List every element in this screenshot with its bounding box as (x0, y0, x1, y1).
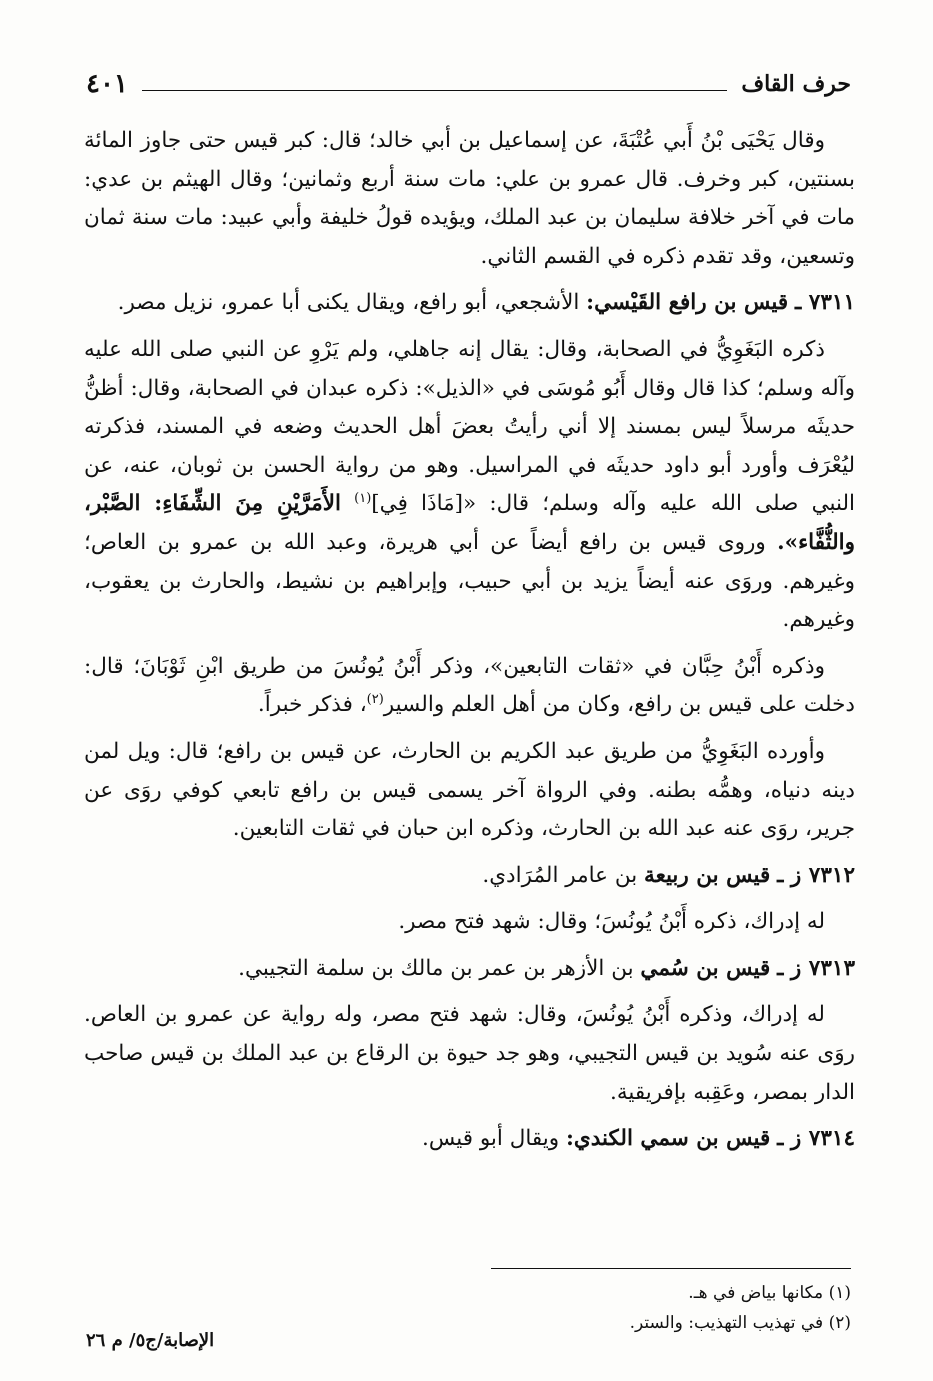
footnote-1: (١) مكانها بياض في هـ. (688, 1283, 851, 1303)
footnote-marker-2: (٢) (366, 692, 384, 708)
entry-number: ٧٣١٣ ز ـ (777, 955, 855, 981)
entry-number: ٧٣١٢ ز ـ (777, 862, 855, 888)
running-title: حرف القاف (741, 71, 851, 97)
entry-7314 (84, 1120, 855, 1159)
footnotes (300, 1278, 851, 1338)
page-number: ٤٠١ (86, 69, 128, 99)
paragraph-text: وروى قيس بن رافع أيضاً عن أبي هريرة، وعبد الله بن عمرو بن العاص؛ وغيرهم. وروَى عنه أيضاً يزيد بن أبي حبيب، وإبراهيم بن نشيط، والحارث بن يعقوب، وغيرهم. (84, 529, 855, 633)
page-header (86, 62, 851, 106)
entry-name: قيس بن سمي الكندي: (566, 1126, 771, 1152)
entry-name: قيس بن ربيعة (644, 862, 771, 888)
paragraph-text: ، فذكر خبراً. (257, 692, 367, 718)
footnote-rule (491, 1268, 851, 1269)
paragraph-7313: له إدراك، وذكره أَبْنُ يُونُسَ، وقال: شهد فتح مصر، وله رواية عن عمرو بن العاص. روَى عنه سُويد بن قيس التجيبي، وهو جد حيوة بن الرقاع بن عبد الملك بن قيس صاحب الدار بمصر، وعَقِبه بإفريقية. (84, 1002, 855, 1105)
entry-name: قيس بن سُمي (640, 955, 771, 981)
entry-text: بن عامر المُرَادي. (482, 862, 638, 888)
entry-text: ويقال أبو قيس. (421, 1126, 560, 1152)
entry-number: ٧٣١١ ـ (795, 290, 855, 316)
paragraph-7311-b (84, 648, 855, 725)
paragraph-7312: له إدراك، ذكره أَبْنُ يُونُسَ؛ وقال: شهد فتح مصر. (398, 909, 825, 935)
footnote-2: (٢) في تهذيب التهذيب: والستر. (629, 1313, 851, 1333)
paragraph-text: وذكره أَبْنُ حِبَّان في «ثقات التابعين»، وذكر أَبْنُ يُونُسَ من طريق ابْنِ ثَوْبَانَ؛ قال: دخلت على قيس بن رافع، وكان من أهل العلم والسير (84, 653, 855, 718)
entry-7311 (84, 284, 855, 323)
quote-text: الأَمَرَّيْنِ مِنَ الشِّفَاءِ: الصَّبْر، والثُّفَّاء». (84, 491, 855, 555)
entry-7313 (84, 950, 855, 989)
paragraph-7311-c: وأورده البَغَوِيُّ من طريق عبد الكريم بن الحارث، عن قيس بن رافع؛ قال: ويل لمن دينه دنياه، وهمُّه بطنه. وفي الرواة آخر يسمى قيس بن رافع تابعي كوفي روَى عن جرير، روَى عنه عبد الله بن الحارث، وذكره ابن حبان في ثقات التابعين. (84, 738, 855, 842)
entry-name: قيس بن رافع القَيْسي: (586, 290, 789, 316)
header-rule (142, 90, 727, 91)
paragraph-7311-a (84, 331, 855, 640)
entry-text: الأشجعي، أبو رافع، ويقال يكنى أبا عمرو، نزيل مصر. (117, 290, 580, 316)
footnote-marker-1: (١) (354, 491, 372, 507)
paragraph-text: ذكره البَغَوِيُّ في الصحابة، وقال: يقال إنه جاهلي، ولم يَرْوِ عن النبي صلى الله عليه وآله وسلم؛ كذا قال وقال أَبُو مُوسَى في «الذيل»: ذكره عبدان في الصحابة، وقال: أظنُّ حديثَه مرسلاً ليس بمسند إلا أني رأيتُ بعضَ أهل الحديث وضعه في المسند، فذكرته ليُعْرَف وأورد أبو داود حديثَه في المراسيل. وهو من رواية الحسن بن ثوبان، عنه، عن النبي صلى الله عليه وآله وسلم؛ قال: «[مَاذَا فِي] (84, 336, 855, 517)
entry-number: ٧٣١٤ ز ـ (777, 1126, 855, 1152)
page-body (84, 122, 855, 1167)
entry-7312 (84, 857, 855, 896)
printer-signature: الإصابة/ج٥/ م ٢٦ (86, 1330, 215, 1351)
paragraph-continuation: وقال يَحْيَى بْنُ أَبي عُتْبَةَ، عن إسماعيل بن أبي خالد؛ قال: كبر قيس حتى جاوز المائة بسنتين، كبر وخرف. قال عمرو بن علي: مات سنة أربع وثمانين؛ وقال الهيثم بن عدي: مات في آخر خلافة سليمان بن عبد الملك، ويؤيده قولُ خليفة وأبي عبيد: مات سنة ثمان وتسعين، وقد تقدم ذكره في القسم الثاني. (84, 128, 855, 269)
entry-text: بن الأزهر بن عمر بن مالك بن سلمة التجيبي. (238, 955, 634, 981)
